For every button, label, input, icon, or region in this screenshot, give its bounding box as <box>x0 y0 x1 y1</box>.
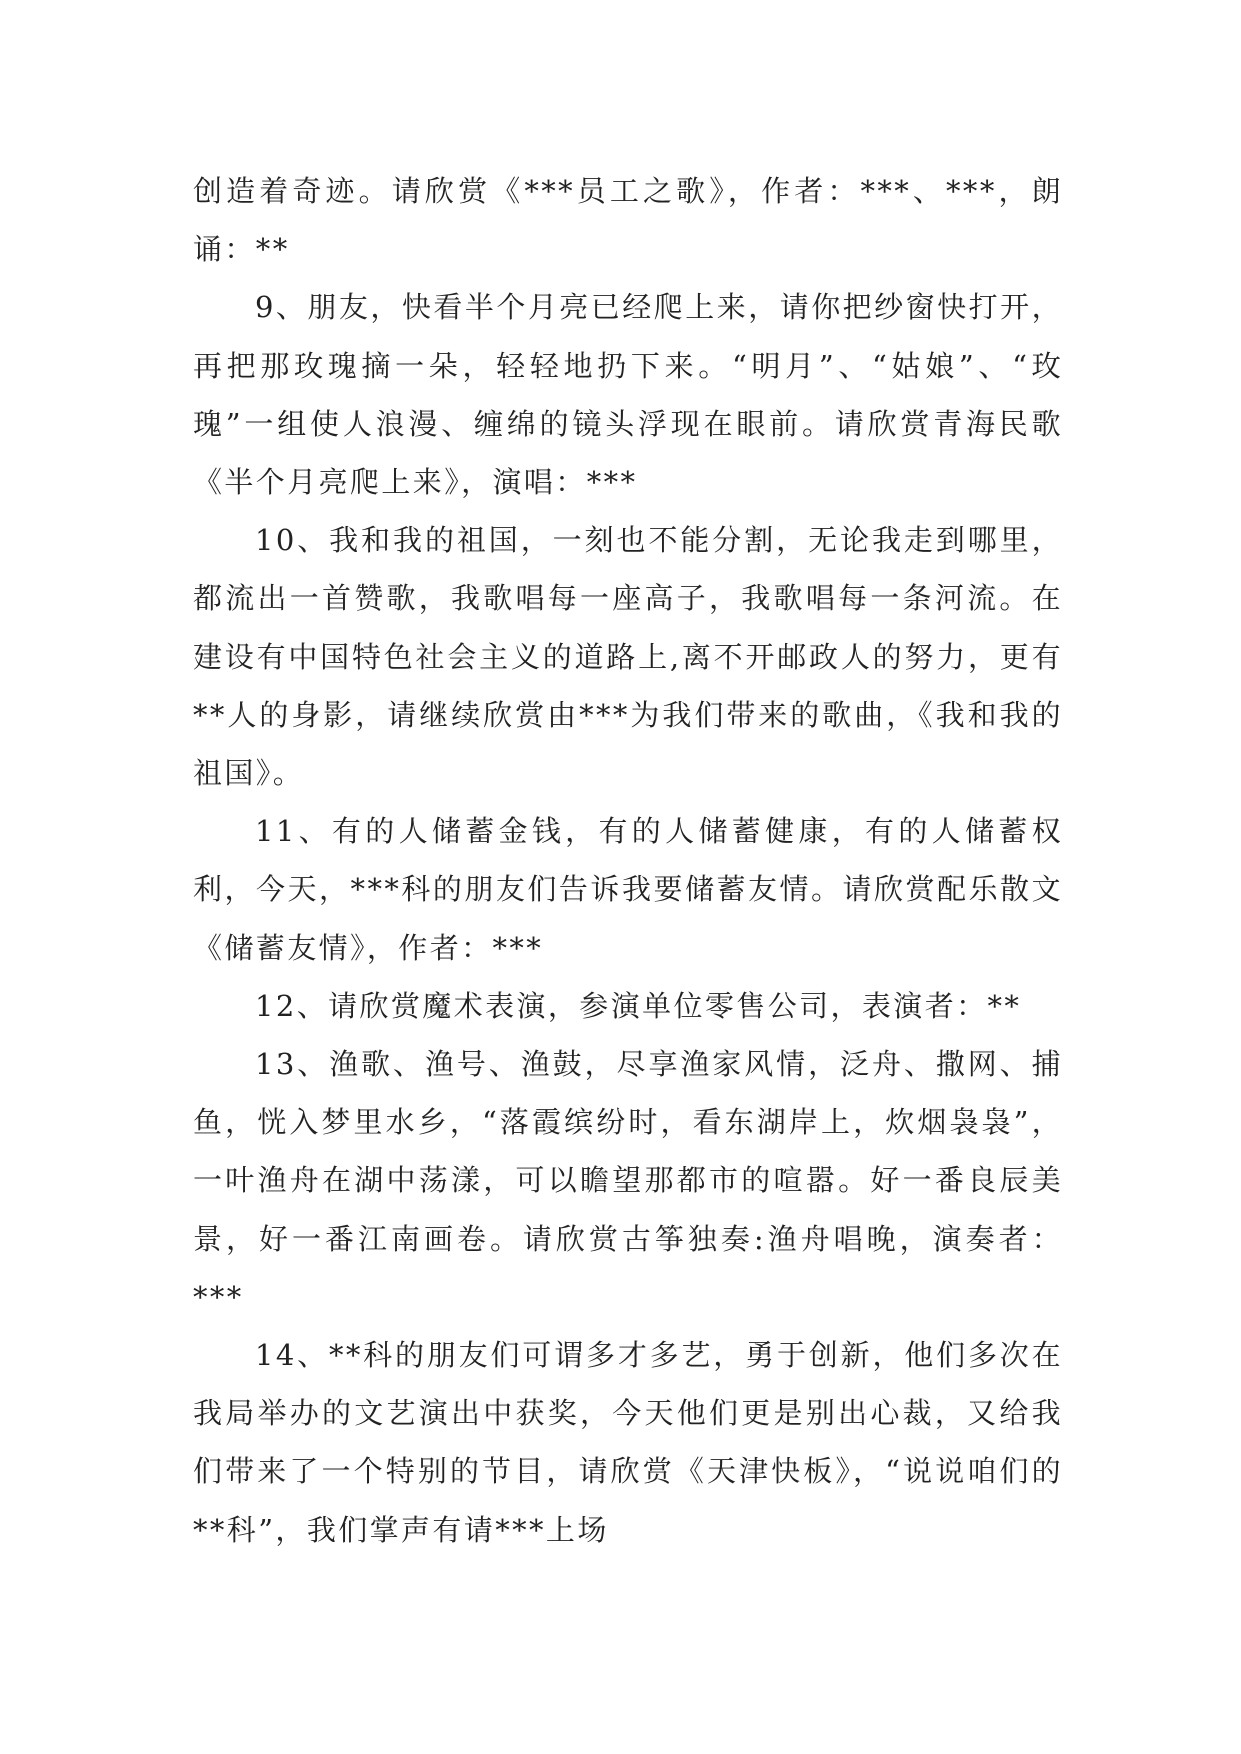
paragraph-item-10: 10、我和我的祖国，一刻也不能分割，无论我走到哪里，都流出一首赞歌，我歌唱每一座高子，我歌唱每一条河流。在建设有中国特色社会主义的道路上,离不开邮政人的努力，更有**人的身影，请继续欣赏由***为我们带来的歌曲，《我和我的祖国》。 <box>193 523 1063 791</box>
paragraph-item-9: 9、朋友，快看半个月亮已经爬上来，请你把纱窗快打开，再把那玫瑰摘一朵，轻轻地扔下来。“明月”、“姑娘”、“玫瑰”一组使人浪漫、缠绵的镜头浮现在眼前。请欣赏青海民歌《半个月亮爬上来》，演唱：*** <box>193 290 1063 500</box>
paragraph-item-11: 11、有的人储蓄金钱，有的人储蓄健康，有的人储蓄权利，今天，***科的朋友们告诉我要储蓄友情。请欣赏配乐散文《储蓄友情》，作者：*** <box>193 814 1063 965</box>
paragraph-item-12: 12、请欣赏魔术表演，参演单位零售公司，表演者：** <box>255 988 1022 1023</box>
paragraph-continuation: 创造着奇迹。请欣赏《***员工之歌》，作者：***、***，朗诵：** <box>193 174 1063 267</box>
paragraph-item-13: 13、渔歌、渔号、渔鼓，尽享渔家风情，泛舟、撒网、捕鱼，恍入梦里水乡，“落霞缤纷时，看东湖岸上，炊烟袅袅”，一叶渔舟在湖中荡漾，可以瞻望那都市的喧嚣。好一番良辰美景，好一番江南画卷。请欣赏古筝独奏:渔舟唱晚，演奏者：*** <box>193 1047 1063 1314</box>
paragraph-item-14: 14、**科的朋友们可谓多才多艺，勇于创新，他们多次在我局举办的文艺演出中获奖，今天他们更是别出心裁，又给我们带来了一个特别的节目，请欣赏《天津快板》，“说说咱们的**科”，我们掌声有请***上场 <box>193 1338 1063 1547</box>
document-body <box>193 162 1063 1559</box>
